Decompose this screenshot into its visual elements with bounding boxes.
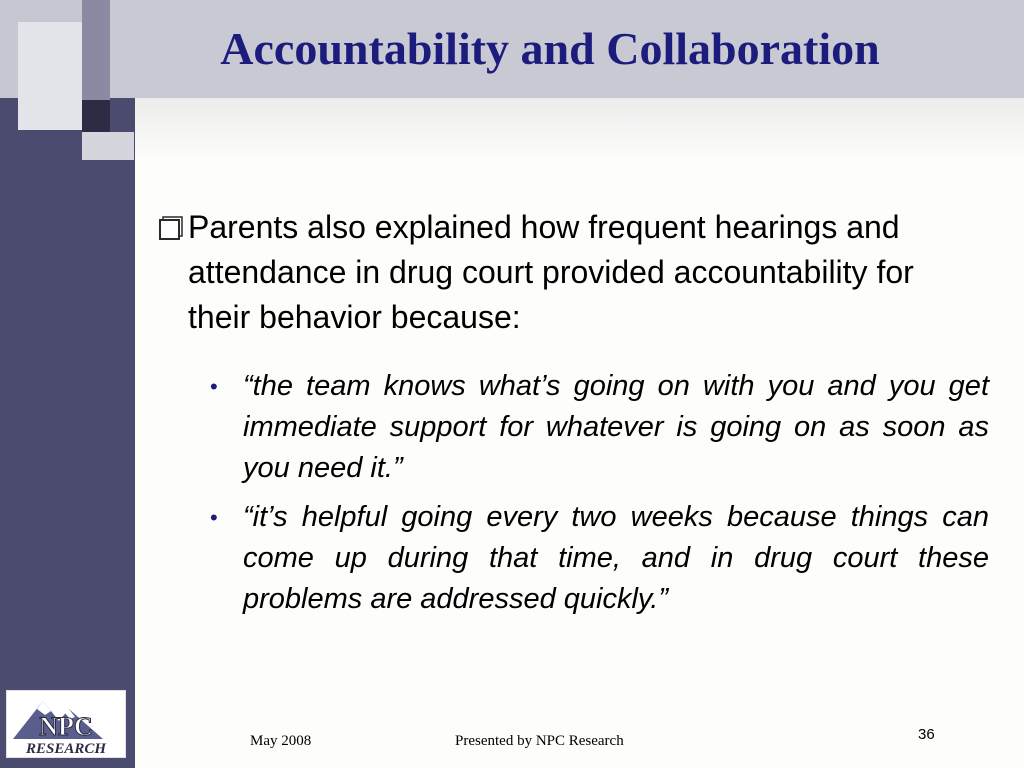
- quote-list: [207, 366, 989, 628]
- dot-bullet-icon: •: [210, 505, 218, 530]
- corner-block-dark: [82, 100, 110, 132]
- svg-text:NPC: NPC: [39, 712, 93, 741]
- quote-item: [207, 497, 989, 620]
- footer-presenter: Presented by NPC Research: [455, 733, 624, 749]
- dot-bullet-icon: •: [210, 374, 218, 399]
- main-bullet: [158, 205, 958, 340]
- slide-title: Accountability and Collaboration: [220, 23, 880, 74]
- corner-block-pale: [18, 22, 82, 130]
- svg-text:RESEARCH: RESEARCH: [25, 741, 107, 757]
- footer-date: May 2008: [250, 733, 312, 749]
- main-bullet-text: Parents also explained how frequent hearings and attendance in drug court provided accountability for their behavior because:: [188, 209, 914, 335]
- corner-block-mid: [82, 0, 110, 100]
- quote-item: [207, 366, 989, 489]
- quote-text: “the team knows what’s going on with you and you get immediate support for whatever is going on as soon as you need it.”: [243, 370, 989, 484]
- page-number: 36: [918, 726, 935, 743]
- corner-block-light-small: [82, 132, 134, 160]
- mountain-logo-icon: [7, 691, 125, 757]
- quote-text: “it’s helpful going every two weeks because things can come up during that time, and in drug court these problems are addressed quickly.”: [243, 501, 989, 615]
- checkbox-bullet-icon: [158, 205, 188, 250]
- left-sidebar-bar: [0, 98, 135, 768]
- title-shadow-band: [135, 98, 1024, 162]
- npc-research-logo: [6, 690, 126, 758]
